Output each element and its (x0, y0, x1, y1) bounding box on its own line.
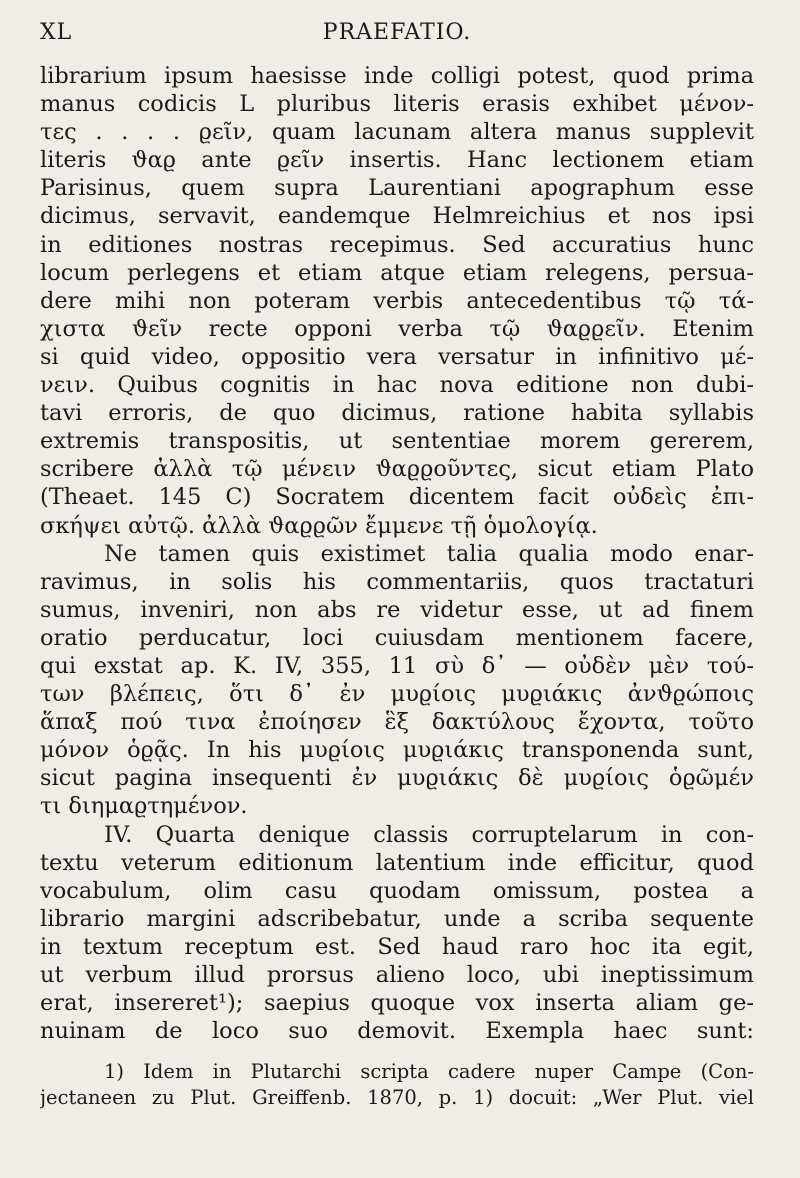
text-line: των βλέπεις, ὅτι δ᾽ ἐν μυϱίοις μυϱιάκις ἀνϑϱώποις (40, 681, 754, 708)
text-line: oratio perducatur, loci cuiusdam mentionem facere, (40, 624, 754, 651)
text-line: vocabulum, olim casu quodam omissum, postea a (40, 877, 754, 904)
text-line: τες . . . . ϱεῖν, quam lacunam altera manus supplevit (40, 119, 754, 146)
text-line: τι διημαϱτημένον. (40, 793, 248, 820)
text-line: nuinam de loco suo demovit. Exempla haec sunt: (40, 1018, 754, 1045)
paragraph-start-line: Ne tamen quis existimet talia qualia modo enar- (104, 540, 754, 567)
text-line: in textum receptum est. Sed haud raro hoc ita egit, (40, 933, 754, 960)
text-line: (Theaet. 145 C) Socratem dicentem facit οὐδεὶς ἐπι- (40, 484, 754, 511)
page-number: XL (40, 20, 73, 45)
text-line: textu veterum editionum latentium inde efficitur, quod (40, 849, 754, 876)
page-header (40, 10, 754, 50)
text-line: μόνον ὁϱᾷς. In his μυϱίοις μυϱιάκις transponenda sunt, (40, 737, 754, 764)
text-line: dicimus, servavit, eandemque Helmreichius et nos ipsi (40, 203, 754, 230)
text-line: ravimus, in solis his commentariis, quos tractaturi (40, 568, 754, 595)
text-line: scribere ἀλλὰ τῷ μένειν ϑαϱϱοῦντες, sicut etiam Plato (40, 456, 754, 483)
text-line: qui exstat ap. K. IV, 355, 11 σὺ δ᾽ — οὐδὲν μὲν τού- (40, 652, 754, 679)
text-line: tavi erroris, de quo dicimus, ratione habita syllabis (40, 400, 754, 427)
paragraph-start-line: IV. Quarta denique classis corruptelarum in con- (104, 821, 754, 848)
text-line: librarium ipsum haesisse inde colligi potest, quod prima (40, 63, 754, 89)
text-line: νειν. Quibus cognitis in hac nova editione non dubi- (40, 372, 754, 399)
body-text (40, 62, 754, 1045)
footnote-line: jectaneen zu Plut. Greiffenb. 1870, p. 1) docuit: „Wer Plut. viel (40, 1086, 754, 1110)
text-line: erat, insereret¹); saepius quoque vox inserta aliam ge- (40, 990, 754, 1017)
text-line: literis ϑαϱ ante ϱεῖν insertis. Hanc lectionem etiam (40, 147, 754, 174)
text-line: Parisinus, quem supra Laurentiani apographum esse (40, 175, 754, 202)
text-line: manus codicis L pluribus literis erasis exhibet μένον- (40, 91, 754, 118)
text-line: ἅπαξ πού τινα ἐποίησεν ἓξ δακτύλους ἔχοντα, τοῦτο (40, 709, 754, 736)
text-line: extremis transpositis, ut sententiae morem gererem, (40, 428, 754, 455)
text-line: ut verbum illud prorsus alieno loco, ubi ineptissimum (40, 962, 754, 988)
text-line: sicut pagina insequenti ἐν μυϱιάκις δὲ μυϱίοις ὁϱῶμέν (40, 765, 754, 792)
running-title: PRAEFATIO. (322, 20, 472, 45)
text-line: librario margini adscribebatur, unde a scriba sequente (40, 905, 754, 932)
footnote-line: 1) Idem in Plutarchi scripta cadere nuper Campe (Con- (104, 1060, 754, 1084)
text-line: χιστα ϑεῖν recte opponi verba τῷ ϑαϱϱεῖν. Etenim (40, 315, 754, 342)
text-line: in editiones nostras recepimus. Sed accuratius hunc (40, 231, 754, 258)
text-line: sumus, inveniri, non abs re videtur esse, ut ad finem (40, 596, 754, 623)
text-line: locum perlegens et etiam atque etiam relegens, persua- (40, 259, 754, 286)
text-line: si quid video, oppositio vera versatur in infinitivo μέ- (40, 343, 754, 370)
text-line: σκήψει αὐτῷ. ἀλλὰ ϑαϱϱῶν ἔμμενε τῇ ὁμολογίᾳ. (40, 512, 598, 539)
footnotes (40, 1059, 754, 1111)
text-line: dere mihi non poteram verbis antecedentibus τῷ τά- (40, 287, 754, 314)
